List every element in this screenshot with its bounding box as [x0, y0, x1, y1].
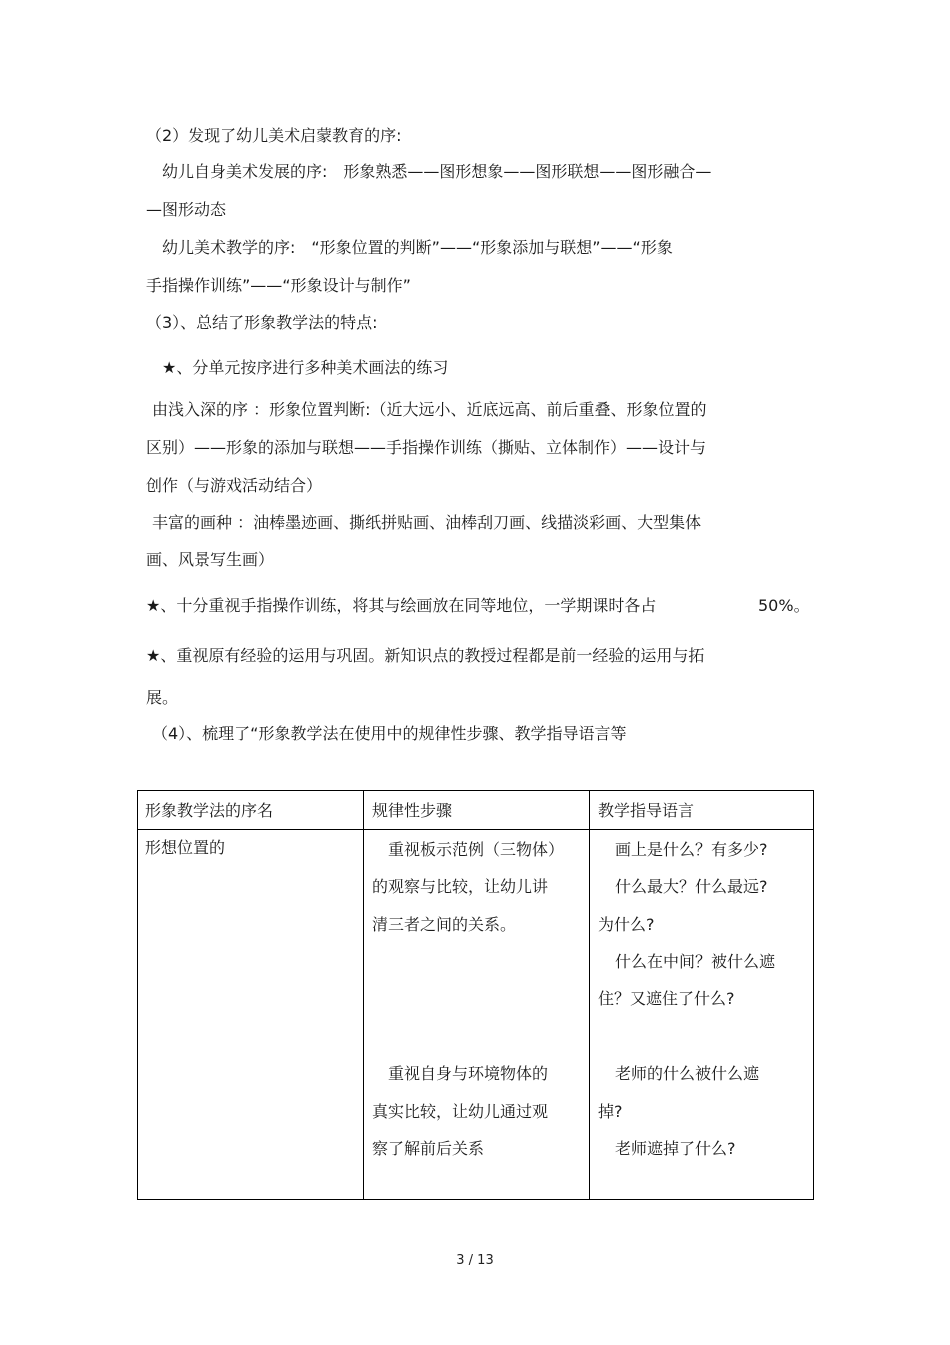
table-divider [589, 791, 590, 1199]
table-cell-step: 重视自身与环境物体的 [388, 1064, 549, 1083]
percent-value: 50%。 [758, 596, 810, 615]
table-cell-step: 真实比较，让幼儿通过观 [372, 1102, 549, 1121]
star-item: ★、十分重视手指操作训练，将其与绘画放在同等地位，一学期课时各占 [146, 596, 657, 615]
table-cell-guidance: 住？又遮住了什么? [598, 989, 735, 1008]
table-cell-step: 重视板示范例（三物体） [388, 840, 565, 859]
paragraph-line: 幼儿自身美术发展的序: 形象熟悉——图形想象——图形联想——图形融合— [162, 162, 712, 181]
table-cell-guidance: 什么在中间？被什么遮 [615, 952, 776, 971]
section-2-heading: （2）发现了幼儿美术启蒙教育的序: [146, 126, 402, 145]
paragraph-line: 展。 [146, 688, 179, 707]
paragraph-line: 画、风景写生画） [146, 550, 275, 569]
table-cell-step: 察了解前后关系 [372, 1139, 485, 1158]
table-cell-guidance: 什么最大？什么最远? [615, 877, 768, 896]
star-item: ★、分单元按序进行多种美术画法的练习 [162, 358, 449, 377]
table-header-name: 形象教学法的序名 [145, 801, 274, 820]
section-3-heading: （3）、总结了形象教学法的特点: [146, 313, 378, 332]
paragraph-line: 手指操作训练”——“形象设计与制作” [146, 276, 411, 295]
table-header-guidance: 教学指导语言 [598, 801, 695, 820]
table-divider [363, 791, 364, 1199]
paragraph-line: 幼儿美术教学的序: “形象位置的判断”——“形象添加与联想”——“形象 [162, 238, 673, 257]
table-cell-guidance: 掉? [598, 1102, 623, 1121]
table-cell-guidance: 画上是什么？有多少? [615, 840, 768, 859]
table-cell-guidance: 为什么? [598, 915, 655, 934]
paragraph-line: —图形动态 [146, 200, 227, 219]
table-header-steps: 规律性步骤 [372, 801, 453, 820]
table-cell-guidance: 老师的什么被什么遮 [615, 1064, 760, 1083]
paragraph-line: 创作（与游戏活动结合） [146, 476, 323, 495]
paragraph-line: 丰富的画种 ：油棒墨迹画、撕纸拼贴画、油棒刮刀画、线描淡彩画、大型集体 [152, 513, 702, 532]
table-cell-step: 清三者之间的关系。 [372, 915, 517, 934]
star-item: ★、重视原有经验的运用与巩固。新知识点的教授过程都是前一经验的运用与拓 [146, 646, 705, 665]
section-4-heading: （4）、梳理了“形象教学法在使用中的规律性步骤、教学指导语言等 [152, 724, 627, 743]
paragraph-line: 区别）——形象的添加与联想——手指操作训练（撕贴、立体制作）——设计与 [146, 438, 707, 457]
table-cell-step: 的观察与比较，让幼儿讲 [372, 877, 549, 896]
table-cell-method-name: 形想位置的 [145, 838, 226, 857]
page-number: 3 / 13 [456, 1253, 494, 1268]
method-table [137, 790, 814, 1200]
table-cell-guidance: 老师遮掉了什么? [615, 1139, 736, 1158]
table-divider [138, 829, 813, 830]
paragraph-line: 由浅入深的序 ：形象位置判断:（近大远小、近底远高、前后重叠、形象位置的 [152, 400, 707, 419]
